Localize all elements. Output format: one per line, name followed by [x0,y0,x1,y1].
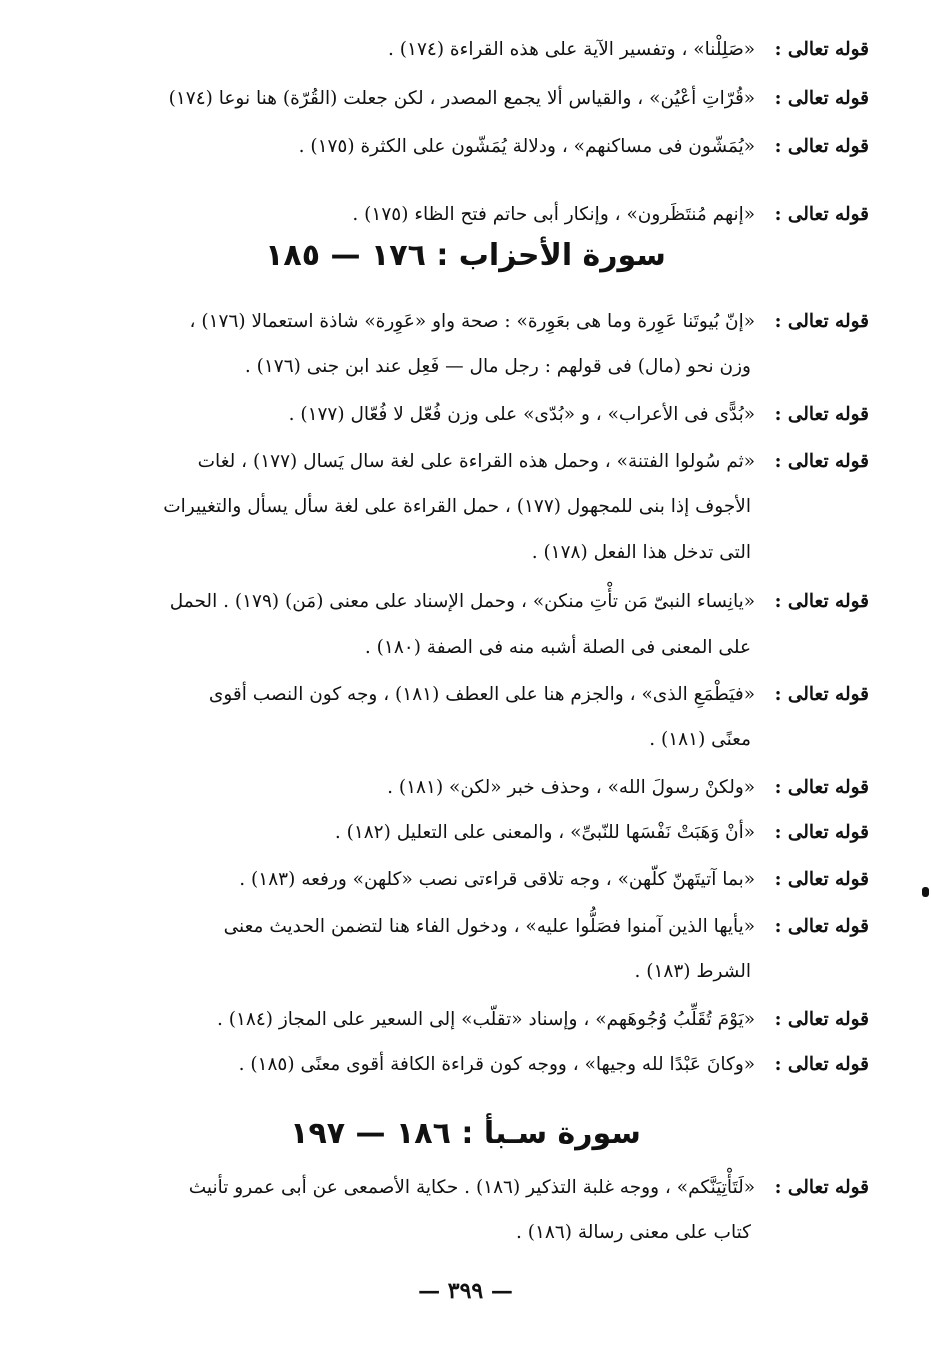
entry-continuation: الشرط (١٨٣) . [634,961,751,982]
entry-lead: قوله تعالى : [774,916,869,937]
entry-text: «إنهم مُنتَظَرون» ، وإنكار أبى حاتم فتح الظاء (١٧٥) . [352,204,756,225]
entry-text: «وكانَ عَبْدًا لله وجيها» ، ووجه كون قراءة الكافة أقوى معنًى (١٨٥) . [238,1054,756,1075]
entry-text: «قُرّاتِ أعْيُن» ، والقياس ألا يجمع المصدر ، لكن جعلت (القُرّة) هنا نوعا (١٧٤) [168,88,756,109]
section-heading: سورة سـبأ : ١٨٦ — ١٩٧ [290,1116,641,1151]
entry-text: «صَلِلْنا» ، وتفسير الآية على هذه القراءة (١٧٤) . [388,39,756,60]
entry-text: «بما آتيتَهنّ كلّهن» ، وجه تلاقى قراءتى نصب «كلهن» ورفعه (١٨٣) . [239,869,756,890]
entry-line [94,905,869,949]
entry-lead: قوله تعالى : [774,451,869,472]
section-heading: سورة الأحزاب : ١٧٦ — ١٨٥ [265,238,666,273]
entry-text: «أنْ وَهَبَتْ نَفْسَها للنّبىِّ» ، والمعنى على التعليل (١٨٢) . [334,822,756,843]
entry-text: «إنّ بُيوتَنا عَوِرة وما هى بعَوِرة» : صحة واو «عَوِرة» شاذة استعمالا (١٧٦) ، [189,311,756,332]
entry-text: «يُمَشّون فى مساكنهم» ، ودلالة يُمَشّون على الكثرة (١٧٥) . [298,136,756,157]
entry-line [94,811,869,855]
entry-text: «يأيها الذين آمنوا فصَلُّوا عليه» ، ودخول الفاء هنا لتضمن الحديث معنى [223,916,756,937]
entry-continuation: وزن نحو (مال) فى قولهم : رجل مال — فَعِل عند ابن جنى (١٧٦) . [244,356,751,377]
entry-text: «فيَطْمَعِ الذى» ، والجزم هنا على العطف (١٨١) ، وجه كون النصب أقوى [208,684,756,705]
entry-text: «لَتَأْتِيَنَّكم» ، ووجه غلبة التذكير (١٨٦) . حكاية الأصمعى عن أبى عمرو تأنيث [188,1177,756,1198]
entry-line [94,998,869,1042]
entry-lead: قوله تعالى : [774,39,869,60]
entry-text: «ولكنْ رسولَ الله» ، وحذف خبر «لكن» (١٨١) . [387,777,756,798]
entry-continuation: الأجوف إذا بنى للمجهول (١٧٧) ، حمل القراءة على لغة سأل يسأل والتغييرات [163,496,751,517]
entry-line [94,193,869,237]
entry-lead: قوله تعالى : [774,1009,869,1030]
entry-lead: قوله تعالى : [774,1054,869,1075]
entry-line [94,77,869,121]
entry-continuation: على المعنى فى الصلة أشبه منه فى الصفة (١٨٠) . [364,637,751,658]
entry-continuation: التى تدخل هذا الفعل (١٧٨) . [531,542,751,563]
entry-lead: قوله تعالى : [774,1177,869,1198]
entry-line [94,440,869,484]
entry-text: «يانِساء النبىّ مَن تأْتِ منكن» ، وحمل الإسناد على معنى (مَن) (١٧٩) . الحمل [169,591,756,612]
entry-line [94,1043,869,1087]
entry-lead: قوله تعالى : [774,404,869,425]
entry-line [94,1166,869,1210]
entry-lead: قوله تعالى : [774,204,869,225]
entry-lead: قوله تعالى : [774,136,869,157]
entry-line [94,858,869,902]
entry-line [94,125,869,169]
entry-line [94,28,869,72]
entry-text: «يَوْمَ تُقَلِّبُ وُجُوهَهم» ، وإسناد «تقلّب» إلى السعير على المجاز (١٨٤) . [216,1009,756,1030]
entry-lead: قوله تعالى : [774,869,869,890]
entry-text: «بُدًّى فى الأعراب» ، و «بُدّى» على وزن فُعّل لا فُعّال (١٧٧) . [288,404,756,425]
entry-line [94,766,869,810]
entry-continuation: معنًى (١٨١) . [649,729,751,750]
entry-line [94,393,869,437]
entry-line [94,673,869,717]
entry-continuation: كتاب على معنى رسالة (١٨٦) . [515,1222,751,1243]
margin-mark [922,887,929,897]
page-number: — ٣٩٩ — [418,1278,513,1304]
entry-lead: قوله تعالى : [774,311,869,332]
entry-lead: قوله تعالى : [774,591,869,612]
entry-line [94,580,869,624]
entry-lead: قوله تعالى : [774,822,869,843]
entry-line [94,300,869,344]
entry-text: «ثم سُولوا الفتنة» ، وحمل هذه القراءة على لغة سال يَسال (١٧٧) ، لغات [197,451,756,472]
entry-lead: قوله تعالى : [774,88,869,109]
entry-lead: قوله تعالى : [774,684,869,705]
entry-lead: قوله تعالى : [774,777,869,798]
